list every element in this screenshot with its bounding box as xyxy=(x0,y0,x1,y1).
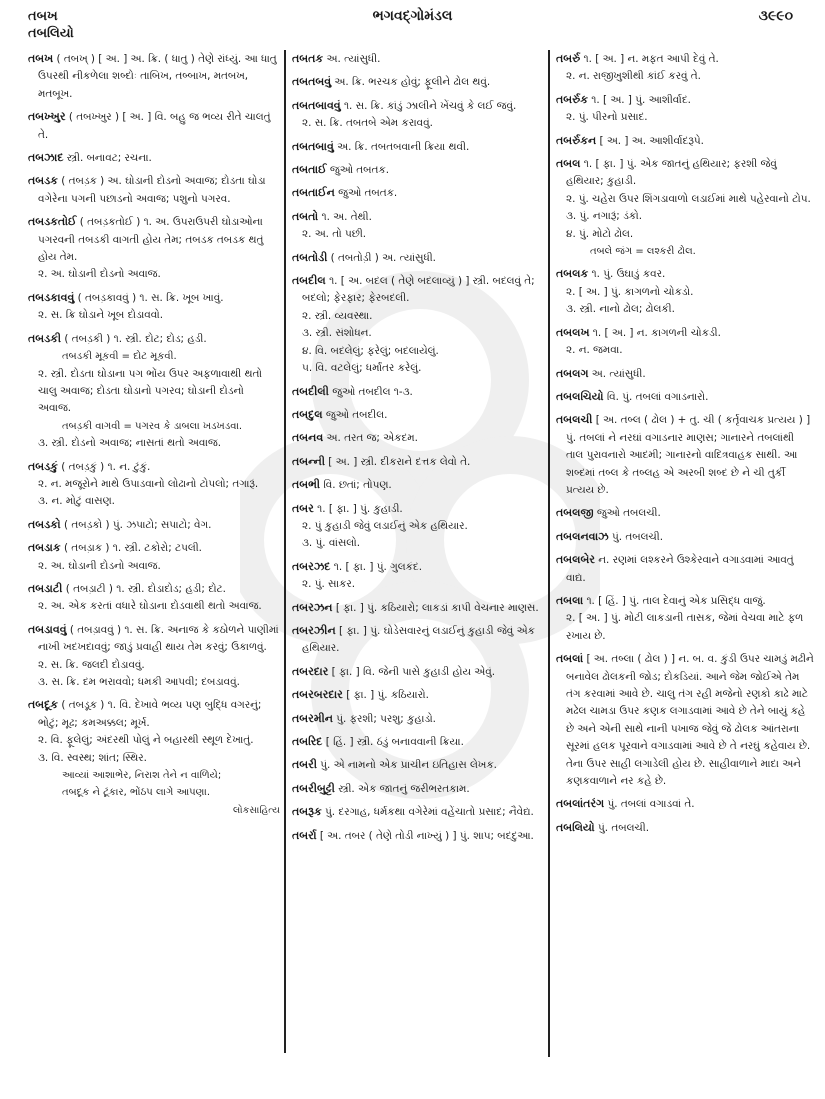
definition: ૧. [ ફા. ] પું. એક જાતનું હથિયાર; ફરશી જેવું હથિયાર; કુહાડી. xyxy=(566,158,777,188)
dictionary-entry xyxy=(28,516,280,534)
headword: તબતબાવવું xyxy=(292,98,341,112)
headword: તબન્ની xyxy=(292,454,325,468)
dictionary-entry xyxy=(292,622,544,658)
column-right xyxy=(556,50,814,842)
dictionary-entry xyxy=(556,265,814,318)
definition: પું. તબલાં વગાડવાં તે. xyxy=(607,798,695,811)
definition: ૧. [ ફા. ] પું. ગુલકંદ. xyxy=(333,560,422,573)
dictionary-entry xyxy=(556,650,814,790)
column-left xyxy=(28,50,280,824)
column-divider xyxy=(548,50,550,1057)
definition: ૧. સ. ક્રિ. કાંડું ઝાલીને ખેંચવું કે લઈ જવું. xyxy=(343,99,517,112)
dictionary-entry xyxy=(292,827,544,845)
usage-example: તબલે જંગ = લશ્કરી ઢોલ. xyxy=(590,246,696,258)
headword: તબલ xyxy=(556,157,581,171)
headword: તબતો xyxy=(292,209,319,223)
dictionary-entry xyxy=(556,365,814,383)
dictionary-entry xyxy=(28,696,280,819)
dictionary-entry xyxy=(556,504,814,522)
dictionary-entry xyxy=(556,155,814,260)
definition: [ હિં. ] સ્ત્રી. ઠંડું બનાવવાની ક્રિયા. xyxy=(325,736,464,748)
definition: જુઓ તબતક. xyxy=(329,164,390,177)
headword: તબર xyxy=(292,501,314,515)
definition: ૧. [ ફા. ] પું. કુહાડી. xyxy=(317,502,403,515)
sense: ૨. [ અ. ] પું. મોટી લાકડાની તાસક, જેમાં વેચવા માટે ફળ રખાય છે. xyxy=(566,612,804,642)
dictionary-entry xyxy=(28,213,280,284)
headword: તબડકો xyxy=(28,517,61,531)
definition: ૧. [ હિં. ] પું. તાલ દેવાનું એક પ્રસિદ્ધ વાજું. xyxy=(586,594,766,607)
dictionary-entry xyxy=(556,91,814,127)
usage-example: તબડકી મૂકવી = દોટ મૂકવી. xyxy=(62,351,177,363)
sense: ૨. સ. ક્રિ. જલદી દોડાવવું. xyxy=(38,658,145,671)
dictionary-entry xyxy=(292,500,544,553)
definition: ( તબખ્ખુર ) [ અ. ] વિ. બહુ જ ભવ્ય રીતે ચાલતું તે. xyxy=(38,111,271,141)
headword: તબરિદ xyxy=(292,735,323,748)
sense: ૨. પું. ચહેરા ઉપર શિંગડાવાળો લડાઈમાં માથે પહેરવાનો ટોપ. xyxy=(566,192,811,205)
definition: ( તબડ઼કતોઈ ) ૧. અ. ઉપરાઉપરી ઘોડાઓના પગરવની તબડકી વાગતી હોય તેમ; તબડક તબડક થતું હોય તેમ. xyxy=(38,216,264,264)
dictionary-entry xyxy=(292,558,544,594)
dictionary-entry xyxy=(556,795,814,813)
headword: તબડકી xyxy=(28,331,62,345)
headword: તબતક xyxy=(292,52,324,65)
header-first-word: તબખ xyxy=(28,9,58,24)
dictionary-entry xyxy=(28,172,280,208)
definition: ( તબખ્ ) [ અ. ] અ. ક્રિ. ( ધાતુ ) તેણે રાંધ્યું. આ ધાતુ ઉપરથી નીકળેલા શબ્દોઃ તાબિખ, તબ્બાખ, મતબખ, મતબૂખ. xyxy=(38,53,277,100)
definition: અ. ક્રિ. તબતબવાની ક્રિયા થવી. xyxy=(337,140,470,153)
sense: ૩. વિ. સ્વસ્થ; શાંત; સ્થિર. xyxy=(38,751,147,764)
definition: [ અ. ] સ્ત્રી. દીકરાને દત્તક લેવો તે. xyxy=(328,455,471,468)
headword: તબર્રુકન xyxy=(556,133,597,147)
headword: તબતબાવું xyxy=(292,139,334,153)
dictionary-entry xyxy=(292,453,544,471)
headword: તબલક xyxy=(556,267,589,281)
dictionary-entry xyxy=(292,599,544,617)
headword: તબડાવવું xyxy=(28,622,67,636)
definition: [ ફા. ] પું. કઠિયારો. xyxy=(346,689,429,702)
definition: અ. ત્યાંસુધી. xyxy=(326,53,381,65)
sense: ૩. પું. નગારૂં; ડંકો. xyxy=(566,210,643,223)
sense: ૩. સ. ક્રિ. દમ ભરાવવો; ધમકી આપવી; દબડાવવું. xyxy=(38,676,240,688)
dictionary-entry xyxy=(556,388,814,406)
column-middle xyxy=(292,50,544,850)
definition: ( તબડ઼કી ) ૧. સ્ત્રી. દોટ; દોડ; હડી. xyxy=(64,332,207,345)
dictionary-entry xyxy=(292,803,544,821)
dictionary-entry xyxy=(292,780,544,798)
definition: [ ફા. ] વિ. જેની પાસે કુહાડી હોય એવું. xyxy=(331,665,496,678)
definition: ( તબડ઼ાટી ) ૧. સ્ત્રી. દોડાદોડ; હડી; દોટ. xyxy=(65,582,226,595)
definition: જુઓ તબલચી. xyxy=(596,507,661,520)
sense: ૨. ન. મજૂરોને માથે ઉપાડવાનો લોઢાનો ટોપલો; તગારૂં. xyxy=(38,477,259,490)
headword: તબખ xyxy=(28,52,54,65)
definition: સ્ત્રી. બનાવટ; રચના. xyxy=(66,152,152,165)
dictionary-entry xyxy=(292,686,544,704)
headword: તબરૂક xyxy=(292,805,322,819)
headword: તબરઝીન xyxy=(292,623,336,637)
headword: તબડાટી xyxy=(28,581,63,595)
headword: તબતાઈન xyxy=(292,186,335,200)
column-divider xyxy=(284,50,286,1053)
dictionary-entry xyxy=(292,73,544,91)
dictionary-entry xyxy=(292,50,544,68)
sense: ૨. પું કુહાડી જેવું લડાઈનું એક હથિયાર. xyxy=(302,519,468,532)
headword: તબલજી xyxy=(556,506,594,520)
headword: તબલબેર xyxy=(556,553,595,567)
page-header xyxy=(0,2,825,42)
dictionary-entry xyxy=(292,733,544,751)
definition: ૧. [ અ. ] પું. આશીર્વાદ. xyxy=(591,93,691,106)
definition: [ અ. તબર ( તેણે તોડી નાખ્યું ) ] પું. શાપ; બદદુઆ. xyxy=(319,829,534,842)
page-title: ભગવદ્ગોમંડલ xyxy=(372,8,453,24)
headword: તબદુલ xyxy=(292,407,323,421)
definition: જુઓ તબતક. xyxy=(338,187,398,200)
sense: ૨. સ. ક્રિ. તબતબે એમ કરાવવું. xyxy=(302,117,433,130)
usage-example: તબડ઼કી વાગવી = પગરવ કે ડાબલા ખડખડવા. xyxy=(62,420,243,432)
headword: તબડક xyxy=(28,174,58,188)
definition: [ અ. તબ્લ ( ઢોલ ) + તુ. ચી ( કર્તૃવાચક પ્રત્યય ) ] પું. તબલાં ને નરઘાં વગાડનાર માણસ; ગાનારને તબલાંથી તાલ પુરાવનારો આદમી; ગાનારનો વાદિત્રવાહક સાથી. આ શબ્દમાં તબ્લ કે તબ્લહ એ અરબી શબ્દ છે ને ચી તુર્કી પ્રત્યય છે. xyxy=(566,414,811,496)
dictionary-entry xyxy=(28,580,280,616)
dictionary-entry xyxy=(292,429,544,447)
headword: તબલિયો xyxy=(556,820,595,834)
dictionary-entry xyxy=(292,756,544,774)
sense: ૨. સ. ક્રિ ઘોડાને ખૂબ દોડાવવો. xyxy=(38,309,164,322)
definition: ( તબડ઼કું ) ૧. ન. ટુંકું. xyxy=(61,460,151,473)
headword: તબડાક xyxy=(28,541,61,555)
headword: તબદીલ xyxy=(292,274,326,288)
definition: ન. રણમાં લશ્કરને ઉશ્કેરવાને વગાડવામાં આવતું વાદ્ય. xyxy=(566,554,794,584)
headword: તબરદાર xyxy=(292,664,329,678)
headword: તબરી xyxy=(292,758,317,772)
definition: ૧. અ. તેથી. xyxy=(321,210,372,223)
definition: ( તબડ઼ક ) અ. ઘોડાની દોડનો અવાજ; દોડતા ઘોડા વગેરેના પગની પછાડનો અવાજ; પશુનો પગરવ. xyxy=(38,175,266,205)
sense: ૨. અ. એક કરતાં વધારે ઘોડાના દોડવાથી થતો અવાજ. xyxy=(38,600,262,613)
definition: વિ. પું. તબલાં વગાડનારો. xyxy=(606,390,709,403)
sense: ૨. ન. જમવા. xyxy=(566,344,623,357)
definition: સ્ત્રી. એક જાતનું જરીભરતકામ. xyxy=(338,782,470,795)
dictionary-entry xyxy=(556,411,814,499)
dictionary-entry xyxy=(28,458,280,511)
dictionary-entry xyxy=(556,324,814,360)
definition: [ અ. ] અ. આશીર્વાદરૂપે. xyxy=(599,134,704,147)
dictionary-entry xyxy=(556,528,814,546)
dictionary-entry xyxy=(556,50,814,86)
dictionary-entry xyxy=(292,272,544,377)
sense: ૨. અ. તો પછી. xyxy=(302,228,367,241)
definition: જુઓ તબદીલ. xyxy=(325,408,388,421)
dictionary-entry xyxy=(292,710,544,728)
sense: ૩. સ્ત્રી. સંશોધન. xyxy=(302,327,372,340)
dictionary-entry xyxy=(556,819,814,837)
definition: પું. તબલચી. xyxy=(612,530,664,543)
sense: ૨. પું. પીરનો પ્રસાદ. xyxy=(566,111,648,124)
headword: તબરઝન xyxy=(292,600,333,614)
headword: તબલાં xyxy=(556,652,584,666)
dictionary-entry xyxy=(292,161,544,179)
dictionary-entry xyxy=(292,383,544,401)
definition: [ અ. તબ્લા ( ઢોલ ) ] ન. બ. વ. કુંડી ઉપર ચામડું મઢીને બનાવેલ ઢોલકની જોડ; દોકડિયાં. આને જેમ જોઈએ તેમ તંગ કરવામાં આવે છે. ચાલુ તંગ રહી મજેનો રણકો કાઢે માટે મઢેલ ચામડા ઉપર કણક લગાડવામાં આવે છે તેને બાયું કહે છે અને એની સાથે નાની પખાજ જેવું જે ઢોલક આંતરાના સૂરમાં હલક પૂરવાને વગાડવામાં આવે છે તે નરઘું કહેવાય છે. તેના ઉપર સાહી લગાડેલી હોય છે. સાહીવાળાને માદા અને કણકવાળાને નર કહે છે. xyxy=(566,653,814,788)
sense: ૨. પું. સાકર. xyxy=(302,578,356,591)
headword: તબડકતોઈ xyxy=(28,215,77,229)
verse-quote: તબદૂક ને ટૂંકાર, ભોંઠપ લાગે આપણા. xyxy=(62,787,211,799)
dictionary-entry xyxy=(28,289,280,325)
headword: તબતબવું xyxy=(292,75,332,89)
page-number: ૩૯૯૦ xyxy=(758,8,793,24)
definition: પું. તબલચી. xyxy=(598,821,650,834)
definition: અ. ત્યાંસુધી. xyxy=(591,367,646,380)
headword: તબલચિયો xyxy=(556,389,604,403)
definition: ( તબતોડ઼ી ) અ. ત્યાંસુધી. xyxy=(330,251,436,264)
verse-quote: આવ્યાં આશાભેર, નિરાશ તેને ન વાળિયે; xyxy=(62,770,222,782)
definition: પું. દરગાહ, ધર્મકથા વગેરેમાં વહેંચાતો પ્રસાદ; નૈવેદ્ય. xyxy=(325,806,534,819)
sense: ૩. ન. મોટું વાસણ. xyxy=(38,495,115,508)
sense: ૨. અ. ઘોડાની દોડનો અવાજ. xyxy=(38,268,161,281)
headword: તબરઝદ xyxy=(292,559,331,573)
sense: ૪. પું. મોટો ઢોલ. xyxy=(566,227,634,240)
definition: ૧. [ અ. બદલ ( તેણે બદલાવ્યું ) ] સ્ત્રી. બદલવું તે; બદલો; ફેરફાર; ફેરબદલી. xyxy=(302,275,535,305)
headword: તબડકાવવું xyxy=(28,290,75,304)
dictionary-entry xyxy=(292,663,544,681)
definition: ( તબડ઼ાક ) ૧. સ્ત્રી. ટકોરો; ટપલી. xyxy=(63,542,202,555)
definition: ( તબડ઼ૂક ) ૧. વિ. દેખાવે ભવ્ય પણ બુદ્ધિ વગરનું; ભોટું; મૂઢ; કમઅક્કલ; મૂર્ખ. xyxy=(38,699,262,729)
headword: તબર્રુ xyxy=(556,52,581,65)
headword: તબલાંતરંગ xyxy=(556,797,605,811)
dictionary-entry xyxy=(292,208,544,244)
dictionary-entry xyxy=(292,138,544,156)
dictionary-entry xyxy=(28,108,280,144)
headword: તબરમીન xyxy=(292,711,333,725)
headword: તબલગ xyxy=(556,366,589,380)
dictionary-entry xyxy=(28,621,280,692)
sense: ૨. ન. રાજીખુશીથી કાંઈ કરવું તે. xyxy=(566,70,701,83)
headword: તબર્રા xyxy=(292,828,317,842)
definition: ( તબડ઼ાવવું ) ૧. સ. ક્રિ. અનાજ કે કઠોળને પાણીમાં નાખી ખદખદાવવું; જાડું પ્રવાહી થાય તેમ કરવું; ઉકાળવું. xyxy=(38,623,279,654)
headword: તબરબરદાર xyxy=(292,688,343,702)
headword: તબલા xyxy=(556,593,584,607)
definition: [ ફા. ] પું. કઠિયારો; લાકડાં કાપી વેચનાર માણસ. xyxy=(335,601,539,614)
definition: ૧. પું. ઉઘાડું કવર. xyxy=(591,268,666,281)
dictionary-entry xyxy=(292,406,544,424)
sense: ૩. સ્ત્રી. નાનો ઢોલ; ઢોલકી. xyxy=(566,303,675,316)
headword: તબડકું xyxy=(28,459,58,473)
definition: ( તબડ઼કો ) પું. ઝપાટો; સપાટો; વેગ. xyxy=(64,518,212,531)
headword: તબર્રુક xyxy=(556,92,588,106)
dictionary-entry xyxy=(556,132,814,150)
quote-source: લોકસાહિત્ય xyxy=(233,804,280,816)
headword: તબનવ xyxy=(292,431,324,445)
headword: તબઝાદ xyxy=(28,151,64,165)
headword: તબરીબુટ્ટી xyxy=(292,781,335,795)
definition: પું. એ નામનો એક પ્રાચીન ઇતિહાસ લેખક. xyxy=(320,759,497,772)
definition: પું. ફરશી; પરશુ; કુહાડો. xyxy=(336,712,436,725)
sense: ૫. વિ. વટલેલું; ધર્માંતર કરેલું. xyxy=(302,362,422,375)
dictionary-entry xyxy=(28,50,280,103)
definition: ( તબડ઼કાવવું ) ૧. સ. ક્રિ. ખૂબ ખાવું. xyxy=(77,291,224,304)
headword: તબતોડી xyxy=(292,250,328,264)
sense: ૨. સ્ત્રી. વ્યવસ્થા. xyxy=(302,309,373,322)
definition: વિ. છતાં; તોપણ. xyxy=(323,479,392,492)
definition: ૧. [ અ. ] ન. કાગળની ચોકડી. xyxy=(592,326,721,339)
headword: તબલનવાઝ xyxy=(556,529,609,543)
dictionary-entry xyxy=(292,249,544,267)
definition: અ. તરત જ; એકદમ. xyxy=(326,432,418,445)
headword: તબલચી xyxy=(556,413,593,427)
headword: તબદીલી xyxy=(292,384,329,398)
headword: તબતાઈ xyxy=(292,163,327,177)
sense: ૪. વિ. બદલેલું; ફરેલું; બદલાયેલું. xyxy=(302,344,439,357)
dictionary-entry xyxy=(292,97,544,133)
dictionary-entry xyxy=(28,330,280,453)
headword: તબદૂક xyxy=(28,698,59,712)
sense: ૨. સ્ત્રી. દોડતા ઘોડાના પગ ભોંય ઉપર અફળાવાથી થતો ચાલુ અવાજ; દોડતા ઘોડાનો પગરવ; ઘોડાની દોડનો અવાજ. xyxy=(38,367,262,415)
headword: તબખ્ખુર xyxy=(28,110,66,124)
definition: જુઓ તબદીલ ૧-૩. xyxy=(332,385,413,398)
dictionary-entry xyxy=(28,149,280,167)
headword: તબભી xyxy=(292,478,321,492)
sense: ૨. વિ. ફૂલેલું; અંદરથી પોલું ને બહારથી સ્થૂળ દેખાતું. xyxy=(38,734,254,747)
definition: [ ફા. ] પું. ઘોડેસવારનું લડાઈનું કુહાડી જેવું એક હથિયાર. xyxy=(302,624,535,655)
dictionary-entry xyxy=(556,592,814,645)
definition: ૧. [ અ. ] ન. મફત આપી દેવું તે. xyxy=(583,53,719,65)
dictionary-entry xyxy=(556,551,814,587)
sense: ૩. પું. વાંસલો. xyxy=(302,537,361,550)
sense: ૨. અ. ઘોડાની દોડનો અવાજ. xyxy=(38,559,161,572)
definition: અ. ક્રિ. ભરચક હોવું; ફૂલીને ઢોલ થવું. xyxy=(334,76,491,89)
sense: ૩. સ્ત્રી. દોડનો અવાજ; નાસતાં થતો અવાજ. xyxy=(38,437,222,450)
dictionary-entry xyxy=(292,476,544,494)
dictionary-entry xyxy=(28,539,280,575)
sense: ૨. [ અ. ] પું. કાગળનો ચોકડો. xyxy=(566,285,694,298)
headword: તબલખ xyxy=(556,325,590,339)
dictionary-entry xyxy=(292,184,544,202)
header-last-word: તબલિયો xyxy=(28,26,74,41)
